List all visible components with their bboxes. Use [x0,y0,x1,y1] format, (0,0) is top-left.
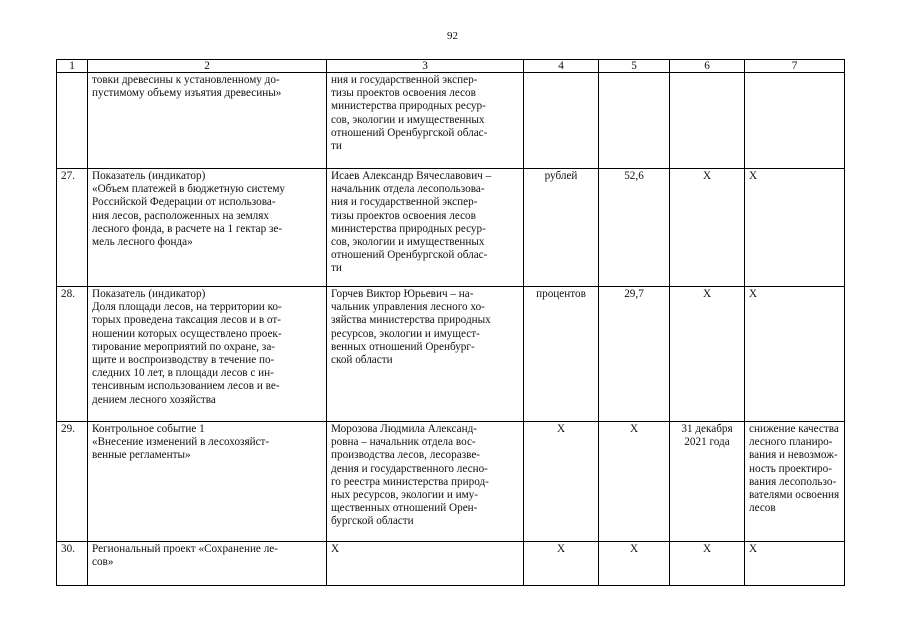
page-number: 92 [447,30,458,42]
completion-date [670,73,745,169]
indicator-name: товки древесины к установленному до- пустимому объему изъятия древесины» [88,73,327,169]
risk-note: X [745,542,845,586]
completion-date: X [670,542,745,586]
row-number: 30. [57,542,88,586]
risk-note: X [745,287,845,422]
indicator-value: X [599,542,670,586]
indicator-name: Региональный проект «Сохранение ле- сов» [88,542,327,586]
column-header-5: 5 [599,60,670,73]
completion-date: X [670,287,745,422]
unit-of-measure: X [524,422,599,542]
column-header-2: 2 [88,60,327,73]
risk-note: X [745,169,845,287]
column-header-7: 7 [745,60,845,73]
indicator-value [599,73,670,169]
table-row [57,73,845,169]
column-header-3: 3 [327,60,524,73]
column-number-row [57,60,845,73]
responsible-person: Горчев Виктор Юрьевич – на- чальник управления лесного хо- зяйства министерства природных ресурсов, экологии и имущест- венных отношений Оренбург- ской области [327,287,524,422]
responsible-person: Исаев Александр Вячеславович – начальник отдела лесопользова- ния и государственной экспер- тизы проектов освоения лесов министерства природных ресур- сов, экологии и имущественных отношений Оренбургской облас- ти [327,169,524,287]
unit-of-measure: процентов [524,287,599,422]
row-number: 28. [57,287,88,422]
completion-date: X [670,169,745,287]
column-header-6: 6 [670,60,745,73]
row-number: 29. [57,422,88,542]
row-number: 27. [57,169,88,287]
table-row [57,422,845,542]
indicator-name: Контрольное событие 1 «Внесение изменений в лесохозяйст- венные регламенты» [88,422,327,542]
table-row [57,287,845,422]
risk-note [745,73,845,169]
column-header-1: 1 [57,60,88,73]
responsible-person: ния и государственной экспер- тизы проектов освоения лесов министерства природных ресур- сов, экологии и имущественных отношений Оренбургской облас- ти [327,73,524,169]
risk-note: снижение качества лесного планиро- вания и невозмож- ность проектиро- вания лесопользо- вателями освоения лесов [745,422,845,542]
responsible-person: Морозова Людмила Александ- ровна – начальник отдела вос- производства лесов, лесоразве- дения и государственного лесно- го реестра министерства природ- ных ресурсов, экологии и иму- щественных отношений Орен- бургской области [327,422,524,542]
table-row [57,169,845,287]
completion-date: 31 декабря 2021 года [670,422,745,542]
indicator-value: X [599,422,670,542]
indicator-value: 52,6 [599,169,670,287]
unit-of-measure: рублей [524,169,599,287]
unit-of-measure [524,73,599,169]
indicator-name: Показатель (индикатор) Доля площади лесов, на территории ко- торых проведена таксация лесов и в от- ношении которых осуществлено проек- тирование мероприятий по охране, за- щите и воспроизводству в течение по- следних 10 лет, в площади лесов с ин- тенсивным использованием лесов и ве- дением лесного хозяйства [88,287,327,422]
indicator-name: Показатель (индикатор) «Объем платежей в бюджетную систему Российской Федерации от использова- ния лесов, расположенных на землях лесного фонда, в расчете на 1 гектар зе- мель лесного фонда» [88,169,327,287]
column-header-4: 4 [524,60,599,73]
row-number [57,73,88,169]
document-table [56,59,845,586]
indicator-value: 29,7 [599,287,670,422]
unit-of-measure: X [524,542,599,586]
table-row [57,542,845,586]
responsible-person: X [327,542,524,586]
